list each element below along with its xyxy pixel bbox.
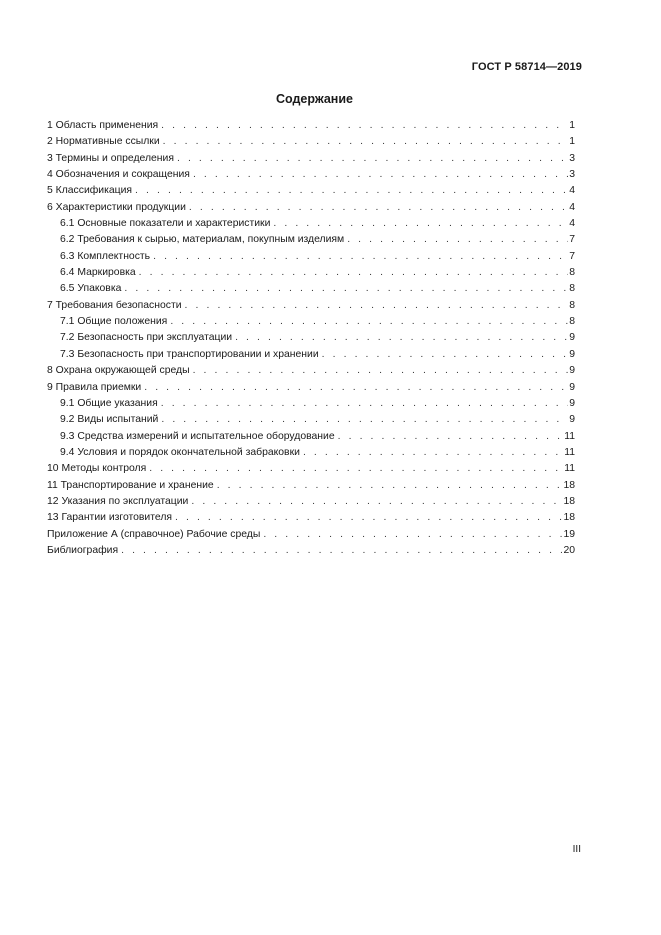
- toc-entry-page: 11: [564, 463, 575, 475]
- toc-entry-label: 8 Охрана окружающей среды: [47, 365, 190, 377]
- toc-entry-label: 6.4 Маркировка: [60, 267, 136, 279]
- table-of-contents: [47, 118, 575, 559]
- toc-entry-page: 11: [564, 446, 575, 458]
- toc-entry[interactable]: [47, 134, 575, 150]
- toc-dot-leader: [161, 412, 568, 428]
- toc-entry-page: 18: [563, 479, 575, 491]
- toc-entry[interactable]: [47, 396, 575, 412]
- toc-entry[interactable]: [47, 265, 575, 281]
- toc-entry[interactable]: [47, 167, 575, 183]
- toc-dot-leader: [322, 347, 569, 363]
- toc-dot-leader: [235, 330, 568, 346]
- toc-dot-leader: [121, 543, 562, 559]
- toc-entry-page: 18: [563, 495, 575, 507]
- toc-entry[interactable]: [47, 249, 575, 265]
- toc-entry-page: 7: [569, 234, 575, 246]
- toc-entry-label: 13 Гарантии изготовителя: [47, 512, 173, 524]
- toc-dot-leader: [185, 298, 569, 314]
- toc-dot-leader: [153, 249, 568, 265]
- toc-entry-page: 7: [569, 250, 575, 262]
- toc-entry-label: 9.2 Виды испытаний: [60, 414, 159, 426]
- toc-entry-page: 8: [569, 299, 575, 311]
- toc-entry-label: 6.2 Требования к сырью, материалам, покупным изделиям: [60, 234, 345, 246]
- toc-entry-label: 9.4 Условия и порядок окончательной забраковки: [60, 446, 300, 458]
- toc-entry-page: 9: [569, 414, 575, 426]
- toc-dot-leader: [170, 314, 568, 330]
- toc-entry-page: 8: [569, 283, 575, 295]
- toc-entry[interactable]: [47, 363, 575, 379]
- toc-entry-label: 9.1 Общие указания: [60, 397, 158, 409]
- toc-entry[interactable]: [47, 183, 575, 199]
- toc-entry[interactable]: [47, 478, 575, 494]
- toc-entry-page: 4: [569, 201, 575, 213]
- toc-dot-leader: [161, 396, 568, 412]
- toc-dot-leader: [193, 167, 568, 183]
- toc-entry-label: 7.3 Безопасность при транспортировании и хранении: [60, 348, 319, 360]
- toc-dot-leader: [135, 183, 568, 199]
- toc-entry[interactable]: [47, 494, 575, 510]
- toc-entry-label: 10 Методы контроля: [47, 463, 147, 475]
- toc-entry[interactable]: [47, 510, 575, 526]
- toc-entry-label: 12 Указания по эксплуатации: [47, 495, 189, 507]
- toc-entry-label: Приложение А (справочное) Рабочие среды: [47, 528, 261, 540]
- toc-dot-leader: [163, 134, 569, 150]
- toc-entry-page: 9: [569, 365, 575, 377]
- toc-dot-leader: [149, 461, 563, 477]
- toc-entry-page: 3: [569, 169, 575, 181]
- toc-dot-leader: [217, 478, 563, 494]
- toc-dot-leader: [175, 510, 562, 526]
- toc-entry[interactable]: [47, 151, 575, 167]
- toc-entry-label: 7.1 Общие положения: [60, 316, 168, 328]
- toc-entry-label: 7.2 Безопасность при эксплуатации: [60, 332, 233, 344]
- toc-entry[interactable]: [47, 527, 575, 543]
- toc-entry[interactable]: [47, 216, 575, 232]
- toc-entry-label: 9.3 Средства измерений и испытательное оборудование: [60, 430, 335, 442]
- toc-entry-label: 3 Термины и определения: [47, 152, 174, 164]
- toc-entry-label: 9 Правила приемки: [47, 381, 142, 393]
- toc-entry[interactable]: [47, 543, 575, 559]
- toc-entry-label: 7 Требования безопасности: [47, 299, 182, 311]
- toc-dot-leader: [193, 363, 569, 379]
- toc-entry-page: 8: [569, 316, 575, 328]
- toc-dot-leader: [191, 494, 562, 510]
- toc-entry-label: 1 Область применения: [47, 120, 159, 131]
- toc-entry-page: 9: [569, 381, 575, 393]
- toc-entry-page: 9: [569, 397, 575, 409]
- toc-entry[interactable]: [47, 445, 575, 461]
- toc-entry[interactable]: [47, 232, 575, 248]
- toc-entry-page: 1: [569, 136, 575, 148]
- standard-code: ГОСТ Р 58714—2019: [471, 61, 582, 73]
- toc-entry-label: 5 Классификация: [47, 185, 133, 197]
- page-number: III: [572, 844, 581, 855]
- toc-dot-leader: [338, 429, 564, 445]
- toc-dot-leader: [189, 200, 568, 216]
- toc-entry[interactable]: [47, 461, 575, 477]
- toc-entry-page: 3: [569, 152, 575, 164]
- toc-entry-page: 9: [569, 348, 575, 360]
- toc-entry[interactable]: [47, 314, 575, 330]
- toc-entry[interactable]: [47, 429, 575, 445]
- toc-title: Содержание: [275, 92, 353, 106]
- toc-dot-leader: [139, 265, 569, 281]
- toc-dot-leader: [144, 380, 568, 396]
- toc-entry-page: 18: [563, 512, 575, 524]
- toc-entry[interactable]: [47, 412, 575, 428]
- toc-entry-page: 9: [569, 332, 575, 344]
- toc-entry-page: 11: [564, 430, 575, 442]
- toc-entry-label: 6 Характеристики продукции: [47, 201, 186, 213]
- toc-entry-page: 4: [569, 218, 575, 230]
- toc-dot-leader: [161, 118, 568, 134]
- toc-entry[interactable]: [47, 200, 575, 216]
- toc-entry-page: 4: [569, 185, 575, 197]
- toc-dot-leader: [177, 151, 568, 167]
- toc-entry[interactable]: [47, 281, 575, 297]
- toc-entry-label: Библиография: [47, 544, 119, 556]
- toc-dot-leader: [347, 232, 568, 248]
- toc-entry-label: 6.1 Основные показатели и характеристики: [60, 218, 271, 230]
- toc-entry-label: 6.3 Комплектность: [60, 250, 151, 262]
- toc-entry[interactable]: [47, 330, 575, 346]
- toc-entry-label: 11 Транспортирование и хранение: [47, 479, 214, 491]
- toc-entry-label: 4 Обозначения и сокращения: [47, 169, 190, 181]
- toc-entry-page: 8: [569, 267, 575, 279]
- toc-dot-leader: [124, 281, 568, 297]
- toc-entry-page: 1: [569, 120, 575, 131]
- toc-dot-leader: [263, 527, 562, 543]
- toc-entry-page: 20: [563, 544, 575, 556]
- toc-entry[interactable]: [47, 347, 575, 363]
- toc-dot-leader: [303, 445, 563, 461]
- toc-entry[interactable]: [47, 298, 575, 314]
- toc-entry-label: 6.5 Упаковка: [60, 283, 122, 295]
- toc-entry[interactable]: [47, 380, 575, 396]
- toc-dot-leader: [273, 216, 568, 232]
- toc-entry-page: 19: [563, 528, 575, 540]
- toc-entry[interactable]: [47, 118, 575, 134]
- toc-entry-label: 2 Нормативные ссылки: [47, 136, 160, 148]
